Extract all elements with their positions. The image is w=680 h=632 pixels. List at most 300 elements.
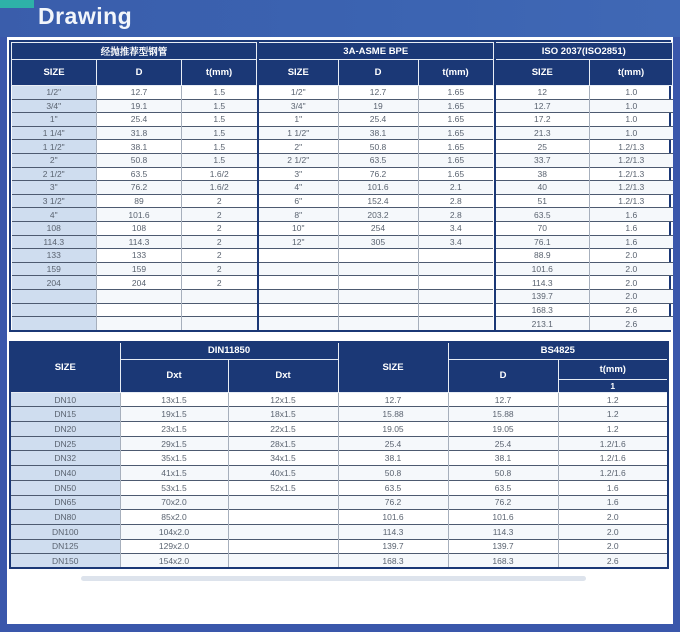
table-cell [12,317,97,331]
table-cell: 204 [97,276,182,290]
asme-bpe-subtable [257,42,494,330]
table-cell: 101.6 [338,181,418,195]
table-row [258,140,493,154]
table-cell: 1.6 [590,221,673,235]
table-row [12,167,257,181]
table-cell: 2.8 [418,208,493,222]
table-cell: 4" [12,208,97,222]
table-cell [228,554,338,569]
table-cell: 2 [182,235,257,249]
column-header-t: t(mm) [558,359,668,379]
table-cell [182,303,257,317]
table-cell: 19 [338,99,418,113]
table-cell [258,289,338,303]
table-row [12,86,257,100]
teal-accent-bar [0,0,34,8]
table-row [12,221,257,235]
table-cell: 254 [338,221,418,235]
column-header-size: SIZE [258,60,338,86]
table-cell: 3/4" [258,99,338,113]
table-cell [12,289,97,303]
table-cell: 19.05 [338,422,448,437]
iso-2037-subtable [494,42,674,330]
table-cell: 89 [97,194,182,208]
table-cell: 203.2 [338,208,418,222]
table-cell: 1 1/2" [12,140,97,154]
table-cell: 38.1 [97,140,182,154]
table-cell: 1.0 [590,86,673,100]
din-bs-table [9,341,669,569]
table-cell: 2.0 [590,276,673,290]
table-cell: 12.7 [338,86,418,100]
table-cell: 63.5 [495,208,590,222]
table-cell: 3" [12,181,97,195]
table-cell: 159 [12,262,97,276]
table-row [258,194,493,208]
table-cell: 1.5 [182,140,257,154]
table-cell: 70x2.0 [120,495,228,510]
title-banner [0,0,680,37]
table-cell: 1.65 [418,113,493,127]
column-header-t: t(mm) [590,60,673,86]
table-cell: 1.6 [558,480,668,495]
table-cell [258,276,338,290]
column-header-d: D [338,60,418,86]
table-cell [418,249,493,263]
table-cell: 2 [182,262,257,276]
table-cell: 101.6 [97,208,182,222]
table-cell: 34x1.5 [228,451,338,466]
standards-comparison-table [9,40,671,332]
table-row [12,208,257,222]
table-row [495,317,673,331]
table-cell: 12 [495,86,590,100]
table-cell [418,317,493,331]
table-row [12,99,257,113]
table-row [495,249,673,263]
table-cell: 1.5 [182,126,257,140]
table-row [12,262,257,276]
table-cell: 1.2/1.6 [558,436,668,451]
table-row [258,208,493,222]
table-cell: 101.6 [338,510,448,525]
table-cell: DN40 [10,466,120,481]
table-cell: 2.6 [590,317,673,331]
content-area [7,37,673,624]
column-header-d: D [97,60,182,86]
table-cell: 2 [182,208,257,222]
table-row [495,99,673,113]
table-cell: 114.3 [338,524,448,539]
table-row [12,276,257,290]
table-row [495,303,673,317]
table-row [12,289,257,303]
table-cell [97,303,182,317]
table-cell: 52x1.5 [228,480,338,495]
table-row [258,317,493,331]
table-cell: 1.6/2 [182,167,257,181]
table-row [495,140,673,154]
table-cell: 159 [97,262,182,276]
table-cell: 2.0 [590,262,673,276]
table-cell: 168.3 [495,303,590,317]
table-cell: 1/2" [12,86,97,100]
table-cell: DN50 [10,480,120,495]
table-cell: 38.1 [338,451,448,466]
table-cell: 63.5 [338,480,448,495]
table-cell: 1.2/1.3 [590,181,673,195]
table-cell: 1.65 [418,167,493,181]
column-header-size: SIZE [12,60,97,86]
table-cell: 25.4 [97,113,182,127]
table-cell: 104x2.0 [120,524,228,539]
column-header-d: D [448,359,558,392]
table-row [495,194,673,208]
table-cell: 114.3 [448,524,558,539]
table-row [258,153,493,167]
table-row [258,249,493,263]
table-cell: DN15 [10,407,120,422]
table-cell: 8" [258,208,338,222]
table-cell: 1 1/2" [258,126,338,140]
table-cell: 2" [12,153,97,167]
table-row [12,317,257,331]
table-cell: 1.65 [418,86,493,100]
table-cell: 70 [495,221,590,235]
table-cell: 2" [258,140,338,154]
table-cell: 101.6 [495,262,590,276]
table-cell: 2.0 [558,510,668,525]
table-cell [97,317,182,331]
table-cell [182,317,257,331]
table-cell: 88.9 [495,249,590,263]
table-cell: 50.8 [338,140,418,154]
table-row [10,554,668,569]
table-cell [258,317,338,331]
table-cell [338,276,418,290]
table-cell: 1.65 [418,99,493,113]
table-cell [418,262,493,276]
table-cell: 114.3 [495,276,590,290]
table-cell: 40x1.5 [228,466,338,481]
table-cell: 3.4 [418,221,493,235]
table-row [12,194,257,208]
table-cell [418,289,493,303]
table-cell [258,303,338,317]
table-row [10,392,668,407]
page-title: Drawing [38,3,133,29]
table-row [495,235,673,249]
table-cell: 2 [182,194,257,208]
table-cell: 53x1.5 [120,480,228,495]
table-row [495,126,673,140]
table-cell: 1.2/1.3 [590,140,673,154]
table-row [12,140,257,154]
recommended-tube-subtable [11,42,257,330]
din-bs-table-wrapper [9,341,671,569]
table-cell: 10" [258,221,338,235]
table-row [12,235,257,249]
column-subheader-t-1: 1 [558,379,668,392]
table-cell: 35x1.5 [120,451,228,466]
table-cell: 1.65 [418,153,493,167]
table-row [10,436,668,451]
table-cell: 1/2" [258,86,338,100]
table-cell: 133 [97,249,182,263]
table-cell: 6" [258,194,338,208]
table-cell [228,510,338,525]
table-row [258,235,493,249]
table-row [10,539,668,554]
table-cell [338,249,418,263]
table-cell: 1.6 [590,235,673,249]
table-cell: 305 [338,235,418,249]
table-cell: 2 [182,221,257,235]
table-cell: 50.8 [338,466,448,481]
table-row [10,495,668,510]
table-cell: 2.0 [590,249,673,263]
table-cell: 2.8 [418,194,493,208]
table-cell: 33.7 [495,153,590,167]
table-cell [338,317,418,331]
table-cell: 1.2 [558,422,668,437]
table-cell: 76.2 [448,495,558,510]
table-cell: 41x1.5 [120,466,228,481]
table-cell: 2 1/2" [12,167,97,181]
table-row [258,303,493,317]
table-cell: DN25 [10,436,120,451]
table-cell: 25.4 [448,436,558,451]
table-cell: 12.7 [448,392,558,407]
table-row [12,126,257,140]
table-cell: 12" [258,235,338,249]
table-cell: 168.3 [448,554,558,569]
table-cell [418,303,493,317]
table-cell: 204 [12,276,97,290]
din-bs-body [10,392,668,568]
table-cell: 2.6 [558,554,668,569]
table-row [12,113,257,127]
table-row [12,181,257,195]
table-cell: 76.2 [338,167,418,181]
table-cell: 152.4 [338,194,418,208]
table-row [495,276,673,290]
table-cell: 76.2 [338,495,448,510]
table-cell: 1.2/1.3 [590,153,673,167]
table-cell: DN65 [10,495,120,510]
group-header-iso-2037: ISO 2037(ISO2851) [495,43,673,60]
table-cell: 1 1/4" [12,126,97,140]
table-cell: DN125 [10,539,120,554]
table-cell: 1.5 [182,153,257,167]
table-cell: 1.2/1.6 [558,451,668,466]
table-cell: 3" [258,167,338,181]
table-cell [228,495,338,510]
table-cell: 25.4 [338,113,418,127]
table-cell: 1.65 [418,140,493,154]
table-cell: 1.5 [182,99,257,113]
table-row [258,86,493,100]
table-cell [338,289,418,303]
table-cell: 1.0 [590,99,673,113]
table-cell: 2 [182,249,257,263]
table-cell: 139.7 [448,539,558,554]
table-cell: 139.7 [495,289,590,303]
table-cell [228,524,338,539]
table-cell [97,289,182,303]
table-cell: 168.3 [338,554,448,569]
table-cell: DN20 [10,422,120,437]
group-header-din11850: DIN11850 [120,342,338,359]
table-row [258,276,493,290]
table-cell: 18x1.5 [228,407,338,422]
table-cell: 1.2/1.3 [590,167,673,181]
column-header-dxt: Dxt [120,359,228,392]
table-cell: 1.5 [182,86,257,100]
table-row [258,126,493,140]
table-cell: 213.1 [495,317,590,331]
table-cell: 63.5 [97,167,182,181]
table-cell: 1" [258,113,338,127]
table-cell: 1.2 [558,392,668,407]
column-header-dxt: Dxt [228,359,338,392]
table-row [10,466,668,481]
table-cell: 19x1.5 [120,407,228,422]
table-cell: 2.0 [590,289,673,303]
table-cell [228,539,338,554]
table-cell: 2.1 [418,181,493,195]
table-cell: 38.1 [448,451,558,466]
table-row [10,480,668,495]
table-row [10,510,668,525]
table-cell: 1" [12,113,97,127]
table-cell: 19.1 [97,99,182,113]
table-cell: 129x2.0 [120,539,228,554]
table-cell: 108 [97,221,182,235]
table-cell: 85x2.0 [120,510,228,525]
table-cell: 2 1/2" [258,153,338,167]
table-row [495,86,673,100]
table-cell: 4" [258,181,338,195]
table-row [258,167,493,181]
table-cell: 38 [495,167,590,181]
table-cell: 108 [12,221,97,235]
table-cell: 1.6 [558,495,668,510]
table-cell: DN100 [10,524,120,539]
table-cell [182,289,257,303]
table-cell: 12.7 [338,392,448,407]
table-cell: 1.6/2 [182,181,257,195]
horizontal-scrollbar[interactable] [81,576,586,581]
table-row [495,181,673,195]
table-row [12,153,257,167]
table-cell: 29x1.5 [120,436,228,451]
table-row [495,221,673,235]
table-cell [418,276,493,290]
table-cell: 63.5 [448,480,558,495]
table-row [495,153,673,167]
table-cell [338,262,418,276]
table-cell: 19.05 [448,422,558,437]
table-cell: 1.0 [590,113,673,127]
table-cell: 2.6 [590,303,673,317]
table-row [258,181,493,195]
table-row [495,113,673,127]
table-cell: 12x1.5 [228,392,338,407]
table-cell: 2 [182,276,257,290]
table-row [258,289,493,303]
table-row [10,524,668,539]
table-cell: 76.2 [97,181,182,195]
table-cell: 51 [495,194,590,208]
column-header-t: t(mm) [418,60,493,86]
table-cell: 2.0 [558,524,668,539]
table-cell: 25.4 [338,436,448,451]
table-cell: 101.6 [448,510,558,525]
table-cell: 21.3 [495,126,590,140]
table-cell: 38.1 [338,126,418,140]
table-cell: 1.6 [590,208,673,222]
table-cell: 1.0 [590,126,673,140]
table-cell: 1.2 [558,407,668,422]
table-cell: 3/4" [12,99,97,113]
table-cell: 15.88 [338,407,448,422]
table-cell: 114.3 [97,235,182,249]
table-cell: 31.8 [97,126,182,140]
table-row [258,113,493,127]
table-cell: DN150 [10,554,120,569]
asme-bpe-body [258,86,493,331]
table-row [10,422,668,437]
table-row [258,99,493,113]
table-cell: 133 [12,249,97,263]
table-cell: 1.65 [418,126,493,140]
table-cell: 3 1/2" [12,194,97,208]
table-row [12,303,257,317]
column-header-size: SIZE [338,342,448,392]
iso-2037-body [495,86,673,331]
table-cell: 23x1.5 [120,422,228,437]
table-row [495,167,673,181]
table-row [258,262,493,276]
column-header-t: t(mm) [182,60,257,86]
table-cell: 63.5 [338,153,418,167]
table-row [12,249,257,263]
group-header-recommended-tube: 经抛推荐型钢管 [12,43,257,60]
table-cell: DN32 [10,451,120,466]
table-cell: 12.7 [97,86,182,100]
table-cell: 50.8 [448,466,558,481]
table-cell: 154x2.0 [120,554,228,569]
table-row [495,208,673,222]
table-cell [258,249,338,263]
table-cell: 2.0 [558,539,668,554]
table-row [495,289,673,303]
column-header-size: SIZE [495,60,590,86]
column-header-size: SIZE [10,342,120,392]
table-row [10,407,668,422]
table-cell: 50.8 [97,153,182,167]
table-cell: DN10 [10,392,120,407]
table-cell: 114.3 [12,235,97,249]
table-cell [258,262,338,276]
group-header-bs4825: BS4825 [448,342,668,359]
table-cell: 40 [495,181,590,195]
table-cell: 25 [495,140,590,154]
table-cell: 1.5 [182,113,257,127]
group-header-asme-bpe: 3A-ASME BPE [258,43,493,60]
table-cell [12,303,97,317]
